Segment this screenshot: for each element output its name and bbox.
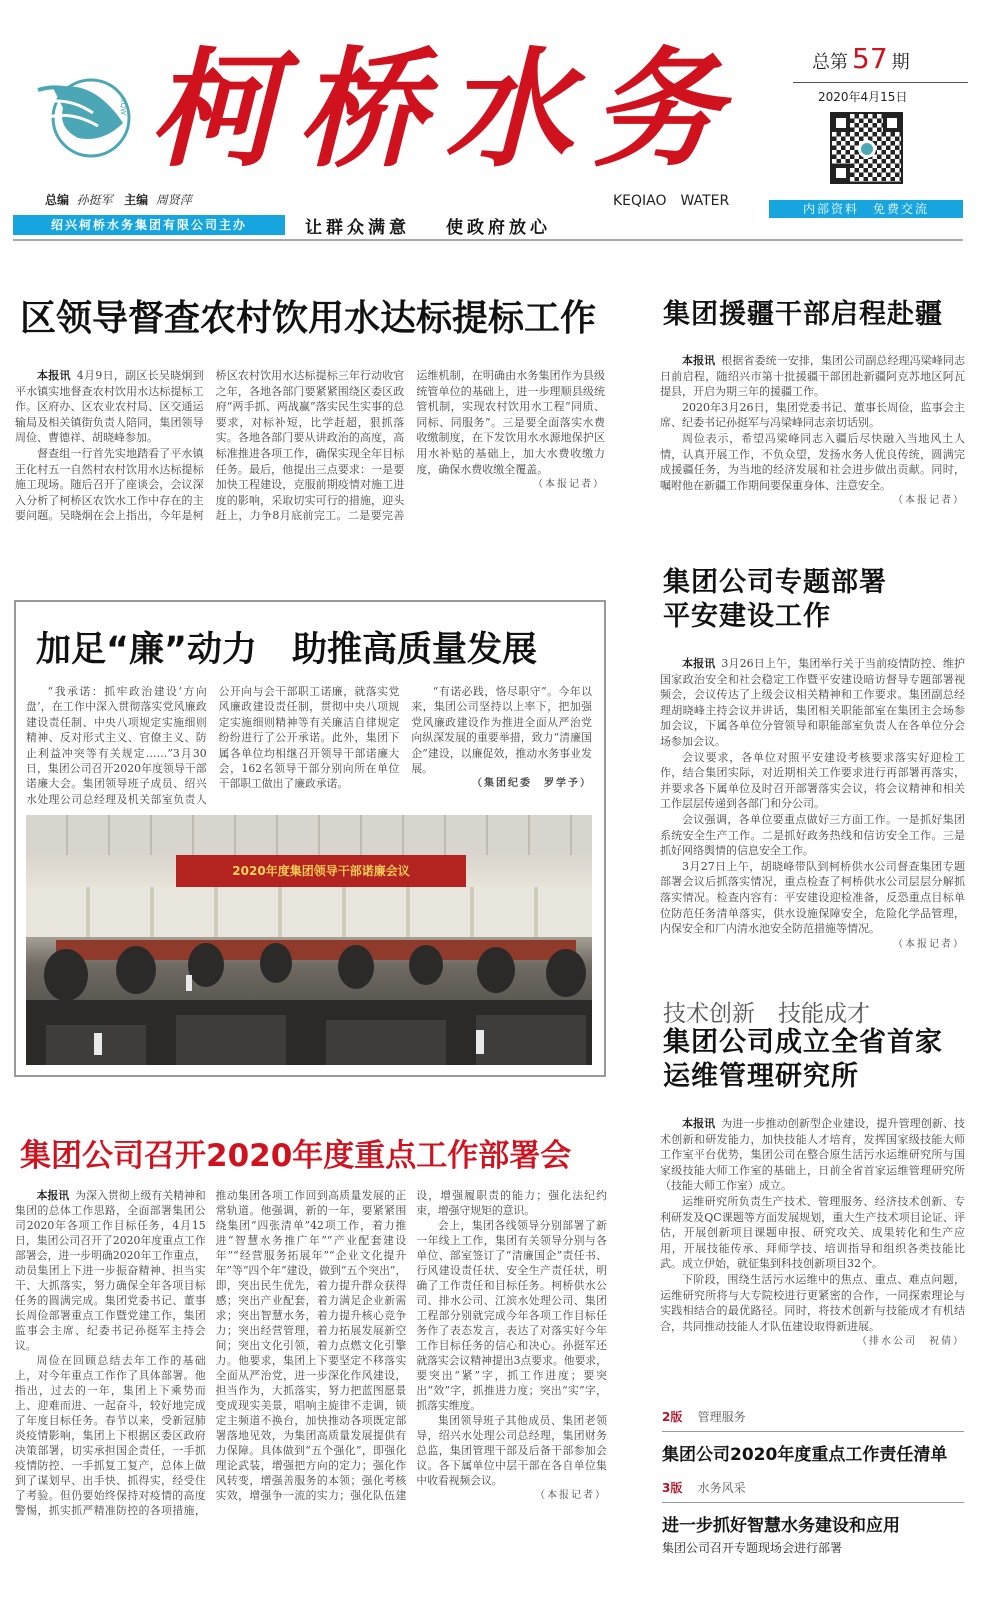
text: 3月26日上午，集团举行关于当前疫情防控、维护国家政治安全和社会稳定工作暨平安建设暗访督导专题部署视频会，会议传达了上级会议相关精神和工作要求。集团副总经理胡晓峰主持会议并讲话，集团相关职能部室在集团主会场参加会议，下属各单位分管领导和职能部室负责人在各单位分会场参加会议。 <box>660 657 965 748</box>
issue-date: 2020年4月15日 <box>818 90 908 104</box>
paragraph: 督查组一行首先实地踏看了平水镇王化村五一自然村农村饮用水达标提标施工现场。随后召开了座谈会，会议深入分析了柯桥区农饮水工作中存在的主要问题。吴晓炯在会上指出，今年是柯桥区农村饮用水达标提标三年行动收官之年，各地各部门要紧紧围绕区委区政府“两手抓、两战赢”落实民生实事的总要求，对标补短，比学赶超，狠抓落实。各地各部门要从讲政治的高度，高标准推进各项工作，确保实现全年目标任务。最后，他提出三点要求：一是要加快工程建设，克服前期疫情对施工进度的影响，采取切实可行的措施，迎头赶上，力争8月底前完工。二是要完善运维机制，在明确由水务集团作为县级统管单位的基础上，进一步理顺县级统管机制，实现农村饮用水工程“同质、同标、同服务”。三是要全面落实水费收缴制度，在下发饮用水水源地保护区用水补贴的基础上，加大水费收缴力度，确保水费收缴全覆盖。 <box>15 369 605 523</box>
lead-label: 本报讯 <box>682 354 716 367</box>
editor-label: 总编 <box>45 193 70 207</box>
text: 为深入贯彻上级有关精神和集团的总体工作思路，全面部署集团公司2020年各项工作目标任务，4月15日，集团公司召开了2020年度重点工作部署会，进一步明确2020年工作重点，动员集团上下进一步振奋精神、担当实干、大抓落实，努力确保全年各项目标任务的圆满完成。集团党委书记、董事长周俭部署重点工作暨党建工作，集团监事会主席、纪委书记孙挺军主持会议。 <box>15 1189 206 1352</box>
text: 为进一步推动创新型企业建设，提升管理创新、技术创新和研发能力，加快技能人才培育，发挥国家级技能大师工作室平台优势，集团公司在整合原生活污水运维研究所与国家级技能大师工作室的基础上，日前全省首家运维管理研究所（技能大师工作室）成立。 <box>660 1117 965 1193</box>
internal-band: 内部资料 免费交流 <box>769 200 963 218</box>
masthead-rule <box>13 239 963 241</box>
paragraph: “有诺必践，恪尽职守”。今年以来，集团公司坚持以上率下，把加强党风廉政建设作为推进全面从严治党向纵深发展的重要举措，致力“清廉国企”建设，以廉促效，推动水务事业发展。 <box>411 685 592 776</box>
lead-label: 本报讯 <box>682 1117 716 1130</box>
paragraph: 周俭表示，希望冯梁峰同志入疆后尽快融入当地风土人情，认真开展工作，不负众望，发扬水务人优良传统，圆满完成援疆任务，为当地的经济发展和社会进步做出贡献。同时，嘱咐他在新疆工作期间要保重身体、注意安全。 <box>660 431 965 492</box>
headline-a3 <box>663 566 887 634</box>
editors <box>45 191 192 208</box>
paragraph: 3月27日上午，胡晓峰带队到柯桥供水公司督查集团专题部署会议后抓落实情况，重点检查了柯桥供水公司层层分解抓落实情况。检查内容有：平安建设迎检准备，反恐重点目标单位防范任务清单落实，供水设施保障安全，危险化学品管理，内保安全和厂内清水池安全防范措施等情况。 <box>660 859 965 936</box>
paragraph: 会议强调，各单位要重点做好三方面工作。一是抓好集团系统安全生产工作。二是抓好政务热线和信访安全工作。三是抓好网络舆情的信息安全工作。 <box>660 812 965 858</box>
issue-suffix: 期 <box>891 52 910 73</box>
divider <box>662 1431 964 1432</box>
paragraph: 运维研究所负责生产技术、管理服务、经济技术创新、专利研发及QC课题等方面发展规划，重大生产技术项目论证、评估，开展创新项目课题申报、研究攻关、成果转化和生产应用，开展技能传承、拜师学技、培训指导和组织各类技能比武。成立伊始，就征集到科技创新项目32个。 <box>660 1194 965 1271</box>
headline-line: 集团公司专题部署 <box>663 567 887 598</box>
logo-text: KQW <box>119 98 127 116</box>
issue-prefix: 总第 <box>812 52 848 73</box>
paragraph <box>660 1116 965 1194</box>
chief-label: 主编 <box>124 193 149 207</box>
index-section: 管理服务 <box>697 1410 746 1424</box>
byline: （排水公司 祝倩） <box>857 1336 965 1348</box>
index-subheadline: 集团公司召开专题现场会进行部署 <box>662 1541 843 1555</box>
index-item[interactable] <box>662 1479 964 1556</box>
divider <box>793 82 968 83</box>
byline: （本报记者） <box>893 495 965 507</box>
masthead-char: 水 <box>444 35 573 185</box>
headline-a4 <box>663 1026 943 1094</box>
paragraph: 2020年3月26日，集团党委书记、董事长周俭，监事会主席、纪委书记孙挺军与冯梁峰同志亲切话别。 <box>660 400 965 430</box>
feature-box <box>14 600 606 1077</box>
headline-line: 集团公司成立全省首家 <box>663 1027 943 1058</box>
masthead-char: 柯 <box>150 35 279 185</box>
headline-a5: 集团公司召开2020年度重点工作部署会 <box>20 1138 572 1174</box>
masthead-char: 务 <box>591 35 720 185</box>
byline: （本报记者） <box>534 1490 607 1501</box>
slogan-1: 让群众满意 <box>305 218 410 238</box>
meeting-photo <box>26 815 592 1065</box>
page-index <box>662 1408 964 1556</box>
paragraph: “我承诺：抓牢政治建设‘方向盘’，在工作中深入贯彻落实党风廉政建设责任制、中央八项规定实施细则精神、反对形式主义、官僚主义、防止利益冲突等有关规定……”3月30日，集团公司召开2020年度领导干部诺廉大会。集团领导班子成员、绍兴水处理公司总经理及机关部室负责人公开向与会干部职工诺廉，就落实党风廉政建设责任制，贯彻中央八项规定实施细则精神等有关廉洁自律规定纷纷进行了公开承诺。此外，集团下属各单位均相继召开领导干部诺廉大会，162名领导干部分别向所在单位干部职工做出了廉政承诺。 <box>26 685 400 806</box>
feature-headline: 加足“廉”动力 助推高质量发展 <box>36 630 538 670</box>
masthead-title <box>150 30 720 190</box>
byline: （本报记者） <box>893 938 965 950</box>
index-headline[interactable]: 进一步抓好智慧水务建设和应用 <box>662 1516 900 1536</box>
index-page: 2版 <box>662 1410 683 1424</box>
chief-name: 周贤萍 <box>155 193 192 207</box>
logo <box>33 68 135 163</box>
feature-text <box>26 684 592 807</box>
issue-no: 57 <box>852 42 888 75</box>
article-a1 <box>15 368 605 524</box>
index-page: 3版 <box>662 1481 683 1495</box>
byline: （集团纪委 罗学予） <box>471 778 592 790</box>
headline-a2: 集团援疆干部启程赴疆 <box>663 299 943 330</box>
lead-label: 本报讯 <box>682 657 716 670</box>
text: 根据省委统一安排，集团公司副总经理冯梁峰同志日前启程，随绍兴市第十批援疆干部团赴新疆阿克苏地区阿瓦提县，开启为期三年的援疆工作。 <box>660 354 965 399</box>
text: 4月9日，副区长吴晓炯到平水镇实地督查农村饮用水达标提标工作。区府办、区农业农村局、区交通运输局及相关镇街负责人陪同，集团领导周俭、曹德祥、胡晓峰参加。 <box>15 369 204 445</box>
kicker-a4: 技术创新 技能成才 <box>663 1001 870 1027</box>
audience <box>26 915 592 1065</box>
paragraph <box>15 1188 206 1353</box>
paragraph <box>15 368 204 446</box>
masthead-char: 桥 <box>297 35 426 185</box>
paragraph: 会上，集团各线领导分别部署了新一年线上工作，集团有关领导分别与各单位、部室签订了“清廉国企”责任书、行风建设责任状、安全生产责任状，明确了工作责任和目标任务。柯桥供水公司、排水公司、江滨水处理公司、集团工程部分别就完成今年各项工作目标任务作了表态发言，表达了对落实好今年工作目标任务的信心和决心。孙挺军还就落实会议精神提出3点要求。他要求，要突出“紧”字，抓工作进度；要突出“效”字，抓推进力度；突出“实”字，抓落实维度。 <box>416 1219 607 1412</box>
lead-label: 本报讯 <box>37 369 71 382</box>
byline: （本报记者） <box>532 479 605 491</box>
paragraph: 周俭在回顾总结去年工作的基础上，对今年重点工作作了具体部署。他指出，过去的一年，集团上下乘势而上、迎难而进、一起奋斗，较好地完成了年度目标任务。春节以来，受新冠肺炎疫情影响，集团上下根据区委区政府决策部署，切实承担国企责任，一手抓疫情防控、一手抓复工复产，总体上做到了谋划早、出手快、抓得实，经受住了考验。但仍要始终保持对疫情的高度警惕，抓实抓严精准防控的各项措施，推动集团各项工作回到高质量发展的正常轨道。他强调，新的一年，要紧紧围绕集团“四张清单”42项工作，着力推进“智慧水务推广年”“产业配套建设年”“经营服务拓展年”“企业文化提升年”等“四个年”建设，做到“五个突出”，即，突出民生优先，着力提升群众获得感；突出产业配套，着力满足企业新需求；突出智慧水务，着力提升核心竞争力；突出经营管理，着力拓展发展新空间；突出文化引领，着力点燃文化引擎力。他要求，集团上下要坚定不移落实全面从严治党，进一步深化作风建设，担当作为，大抓落实，努力把蓝图愿景变成现实美景，唱响主旋律不走调，锁定主频道不换台，加快推动各项既定部署落地见效，为集团高质量发展提供有力保障。具体做到“五个强化”，即强化理论武装，增强把方向的定力；强化作风转变，增强善服务的本领；强化考核实效，增强争一流的实力；强化队伍建设，增强履职责的能力；强化法纪约束，增强守规矩的意识。 <box>15 1189 607 1517</box>
index-item[interactable] <box>662 1408 964 1465</box>
index-section: 水务风采 <box>697 1481 746 1495</box>
article-a2 <box>660 353 965 509</box>
headline-line: 平安建设工作 <box>663 601 831 632</box>
article-a3 <box>660 656 965 952</box>
editor-name: 孙挺军 <box>76 193 113 207</box>
paragraph <box>660 353 965 400</box>
qr-code <box>830 112 903 184</box>
english-title: KEQIAO WATER <box>613 193 730 209</box>
slogan <box>305 213 551 238</box>
paragraph <box>660 656 965 750</box>
sponsor-band: 绍兴柯桥水务集团有限公司主办 <box>13 215 285 235</box>
headline-a1: 区领导督查农村饮用水达标提标工作 <box>20 298 597 339</box>
article-a4 <box>660 1116 965 1350</box>
slogan-2: 使政府放心 <box>446 218 551 238</box>
paragraph: 下阶段，围绕生活污水运维中的焦点、重点、难点问题，运维研究所将与大专院校进行更紧密的合作，一同探索理论与实践相结合的最优路径。同时，将技术创新与技能成才有机结合，共同推动技能人才队伍建设取得新进展。 <box>660 1272 965 1333</box>
paragraph: 会议要求，各单位对照平安建设考核要求落实好迎检工作，结合集团实际，对近期相关工作要求进行再部署再落实，并要求各下属单位及时召开部署落实会议，将会议精神和相关工作层层传递到各部门和分公司。 <box>660 750 965 811</box>
headline-line: 运维管理研究所 <box>663 1061 859 1092</box>
photo-banner: 2020年度集团领导干部诺廉会议 <box>176 855 466 887</box>
divider <box>662 1502 964 1503</box>
article-a5 <box>15 1188 607 1518</box>
issue-number <box>812 42 910 75</box>
paragraph: 集团领导班子其他成员、集团老领导，绍兴水处理公司总经理，集团财务总监，集团管理干部及后备干部参加会议。各下属单位中层干部在各自单位集中收看视频会议。 <box>416 1414 607 1487</box>
index-headline[interactable]: 集团公司2020年度重点工作责任清单 <box>662 1445 948 1465</box>
lead-label: 本报讯 <box>36 1189 70 1202</box>
